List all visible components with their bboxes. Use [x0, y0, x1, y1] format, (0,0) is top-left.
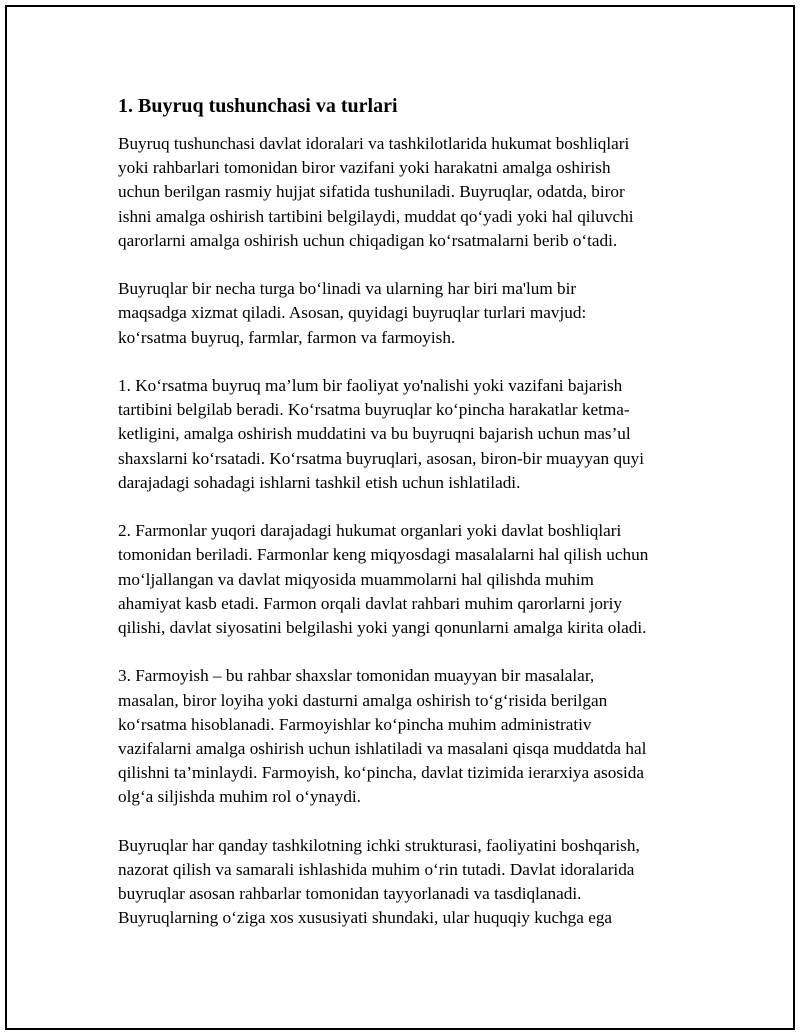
text-line: Buyruqlar har qanday tashkilotning ichki strukturasi, faoliyatini boshqarish,: [118, 835, 640, 855]
section-heading: 1. Buyruq tushunchasi va turlari: [118, 95, 398, 117]
text-line: buyruqlar asosan rahbarlar tomonidan tayyorlanadi va tasdiqlanadi.: [118, 884, 582, 904]
text-line: ko‘rsatma hisoblanadi. Farmoyishlar ko‘pincha muhim administrativ: [118, 714, 592, 734]
text-line: darajadagi sohadagi ishlarni tashkil etish uchun ishlatiladi.: [118, 472, 521, 492]
text-line: ketligini, amalga oshirish muddatini va bu buyruqni bajarish uchun mas’ul: [118, 424, 631, 444]
text-line: olg‘a siljishda muhim rol o‘ynaydi.: [118, 787, 361, 807]
paragraph: [118, 277, 698, 350]
text-line: nazorat qilish va samarali ishlashida muhim o‘rin tutadi. Davlat idoralarida: [118, 860, 635, 880]
text-line: ahamiyat kasb etadi. Farmon orqali davlat rahbari muhim qarorlarni joriy: [118, 593, 623, 613]
text-line: 2. Farmonlar yuqori darajadagi hukumat organlari yoki davlat boshliqlari: [118, 521, 622, 541]
paragraph: [118, 519, 698, 640]
text-line: maqsadga xizmat qiladi. Asosan, quyidagi buyruqlar turlari mavjud:: [118, 303, 587, 323]
paragraph: [118, 664, 698, 809]
paragraph-list: [118, 132, 698, 931]
text-line: tartibini belgilab beradi. Ko‘rsatma buyruqlar ko‘pincha harakatlar ketma-: [118, 400, 630, 420]
text-line: qilishi, davlat siyosatini belgilashi yoki yangi qonunlarni amalga kirita oladi.: [118, 618, 647, 638]
text-line: shaxslarni ko‘rsatadi. Ko‘rsatma buyruqlari, asosan, biron-bir muayyan quyi: [118, 448, 644, 468]
text-line: masalan, biror loyiha yoki dasturni amalga oshirish to‘g‘risida berilgan: [118, 690, 608, 710]
text-line: tomonidan beriladi. Farmonlar keng miqyosdagi masalalarni hal qilish uchun: [118, 545, 649, 565]
text-line: ishni amalga oshirish tartibini belgilaydi, muddat qo‘yadi yoki hal qiluvchi: [118, 206, 634, 226]
text-line: Buyruqlarning o‘ziga xos xususiyati shundaki, ular huquqiy kuchga ega: [118, 908, 613, 928]
text-line: mo‘ljallangan va davlat miqyosida muammolarni hal qilishda muhim: [118, 569, 594, 589]
paragraph: [118, 132, 698, 253]
text-line: uchun berilgan rasmiy hujjat sifatida tushuniladi. Buyruqlar, odatda, biror: [118, 182, 625, 202]
paragraph: [118, 374, 698, 495]
text-line: Buyruq tushunchasi davlat idoralari va tashkilotlarida hukumat boshliqlari: [118, 134, 630, 153]
text-line: ko‘rsatma buyruq, farmlar, farmon va farmoyish.: [118, 327, 456, 347]
text-line: vazifalarni amalga oshirish uchun ishlatiladi va masalani qisqa muddatda hal: [118, 739, 647, 759]
text-line: 1. Ko‘rsatma buyruq ma’lum bir faoliyat yo'nalishi yoki vazifani bajarish: [118, 376, 623, 395]
document-body: [118, 94, 698, 955]
text-line: Buyruqlar bir necha turga bo‘linadi va ularning har biri ma'lum bir: [118, 279, 577, 299]
text-line: yoki rahbarlari tomonidan biror vazifani yoki harakatni amalga oshirish: [118, 158, 611, 178]
text-line: qilishni ta’minlaydi. Farmoyish, ko‘pincha, davlat tizimida ierarxiya asosida: [118, 763, 645, 783]
text-line: qarorlarni amalga oshirish uchun chiqadigan ko‘rsatmalarni berib o‘tadi.: [118, 230, 618, 250]
text-line: 3. Farmoyish – bu rahbar shaxslar tomonidan muayyan bir masalalar,: [118, 666, 595, 686]
paragraph: [118, 834, 698, 931]
